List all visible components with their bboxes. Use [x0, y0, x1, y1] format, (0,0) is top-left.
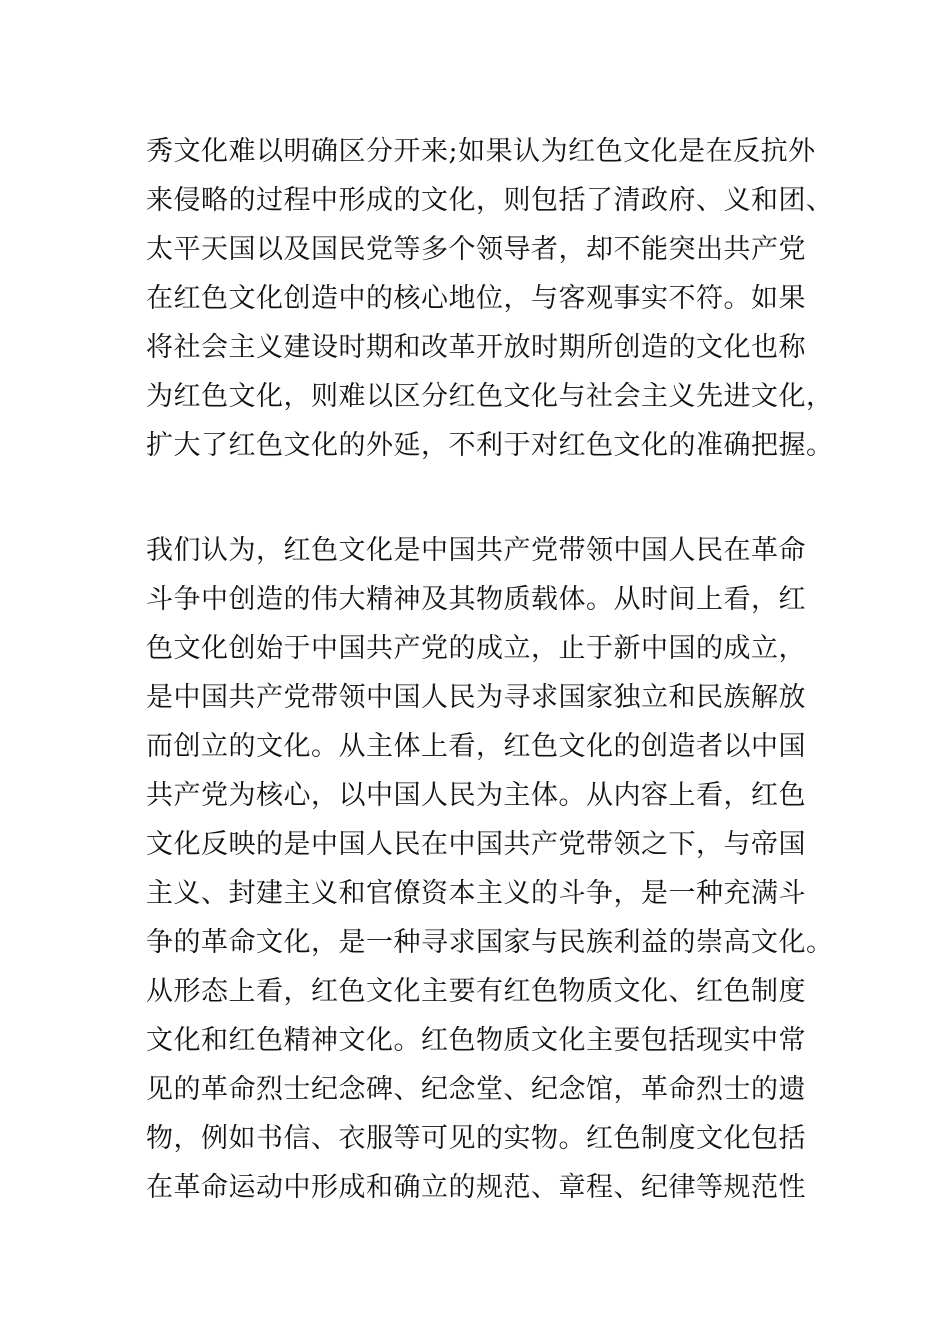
- text-line: 太平天国以及国民党等多个领导者，却不能突出共产党: [146, 234, 806, 265]
- text-line: 在革命运动中形成和确立的规范、章程、纪律等规范性: [146, 1172, 806, 1203]
- text-line: 来侵略的过程中形成的文化，则包括了清政府、义和团、: [146, 185, 834, 216]
- text-line: 共产党为核心，以中国人民为主体。从内容上看，红色: [146, 780, 806, 811]
- text-line: 见的革命烈士纪念碑、纪念堂、纪念馆，革命烈士的遗: [146, 1074, 806, 1105]
- text-line: 文化反映的是中国人民在中国共产党带领之下，与帝国: [146, 829, 806, 860]
- text-line: 将社会主义建设时期和改革开放时期所创造的文化也称: [146, 332, 806, 363]
- text-line: 色文化创始于中国共产党的成立，止于新中国的成立，: [146, 633, 806, 664]
- text-line: 从形态上看，红色文化主要有红色物质文化、红色制度: [146, 976, 806, 1007]
- text-line: 而创立的文化。从主体上看，红色文化的创造者以中国: [146, 731, 806, 762]
- text-line: 是中国共产党带领中国人民为寻求国家独立和民族解放: [146, 682, 806, 713]
- text-line: 争的革命文化，是一种寻求国家与民族利益的崇高文化。: [146, 927, 834, 958]
- text-line: 为红色文化，则难以区分红色文化与社会主义先进文化，: [146, 381, 834, 412]
- text-line: 物，例如书信、衣服等可见的实物。红色制度文化包括: [146, 1123, 806, 1154]
- text-line: 文化和红色精神文化。红色物质文化主要包括现实中常: [146, 1025, 806, 1056]
- text-line: 秀文化难以明确区分开来;如果认为红色文化是在反抗外: [146, 136, 816, 167]
- text-line: 在红色文化创造中的核心地位，与客观事实不符。如果: [146, 283, 806, 314]
- paragraph-red-culture-scope: [146, 127, 834, 470]
- text-line: 斗争中创造的伟大精神及其物质载体。从时间上看，红: [146, 584, 806, 615]
- text-line: 我们认为，红色文化是中国共产党带领中国人民在革命: [146, 535, 806, 566]
- text-line: 主义、封建主义和官僚资本主义的斗争，是一种充满斗: [146, 878, 806, 909]
- paragraph-red-culture-definition: [146, 526, 834, 1212]
- text-line: 扩大了红色文化的外延，不利于对红色文化的准确把握。: [146, 430, 834, 461]
